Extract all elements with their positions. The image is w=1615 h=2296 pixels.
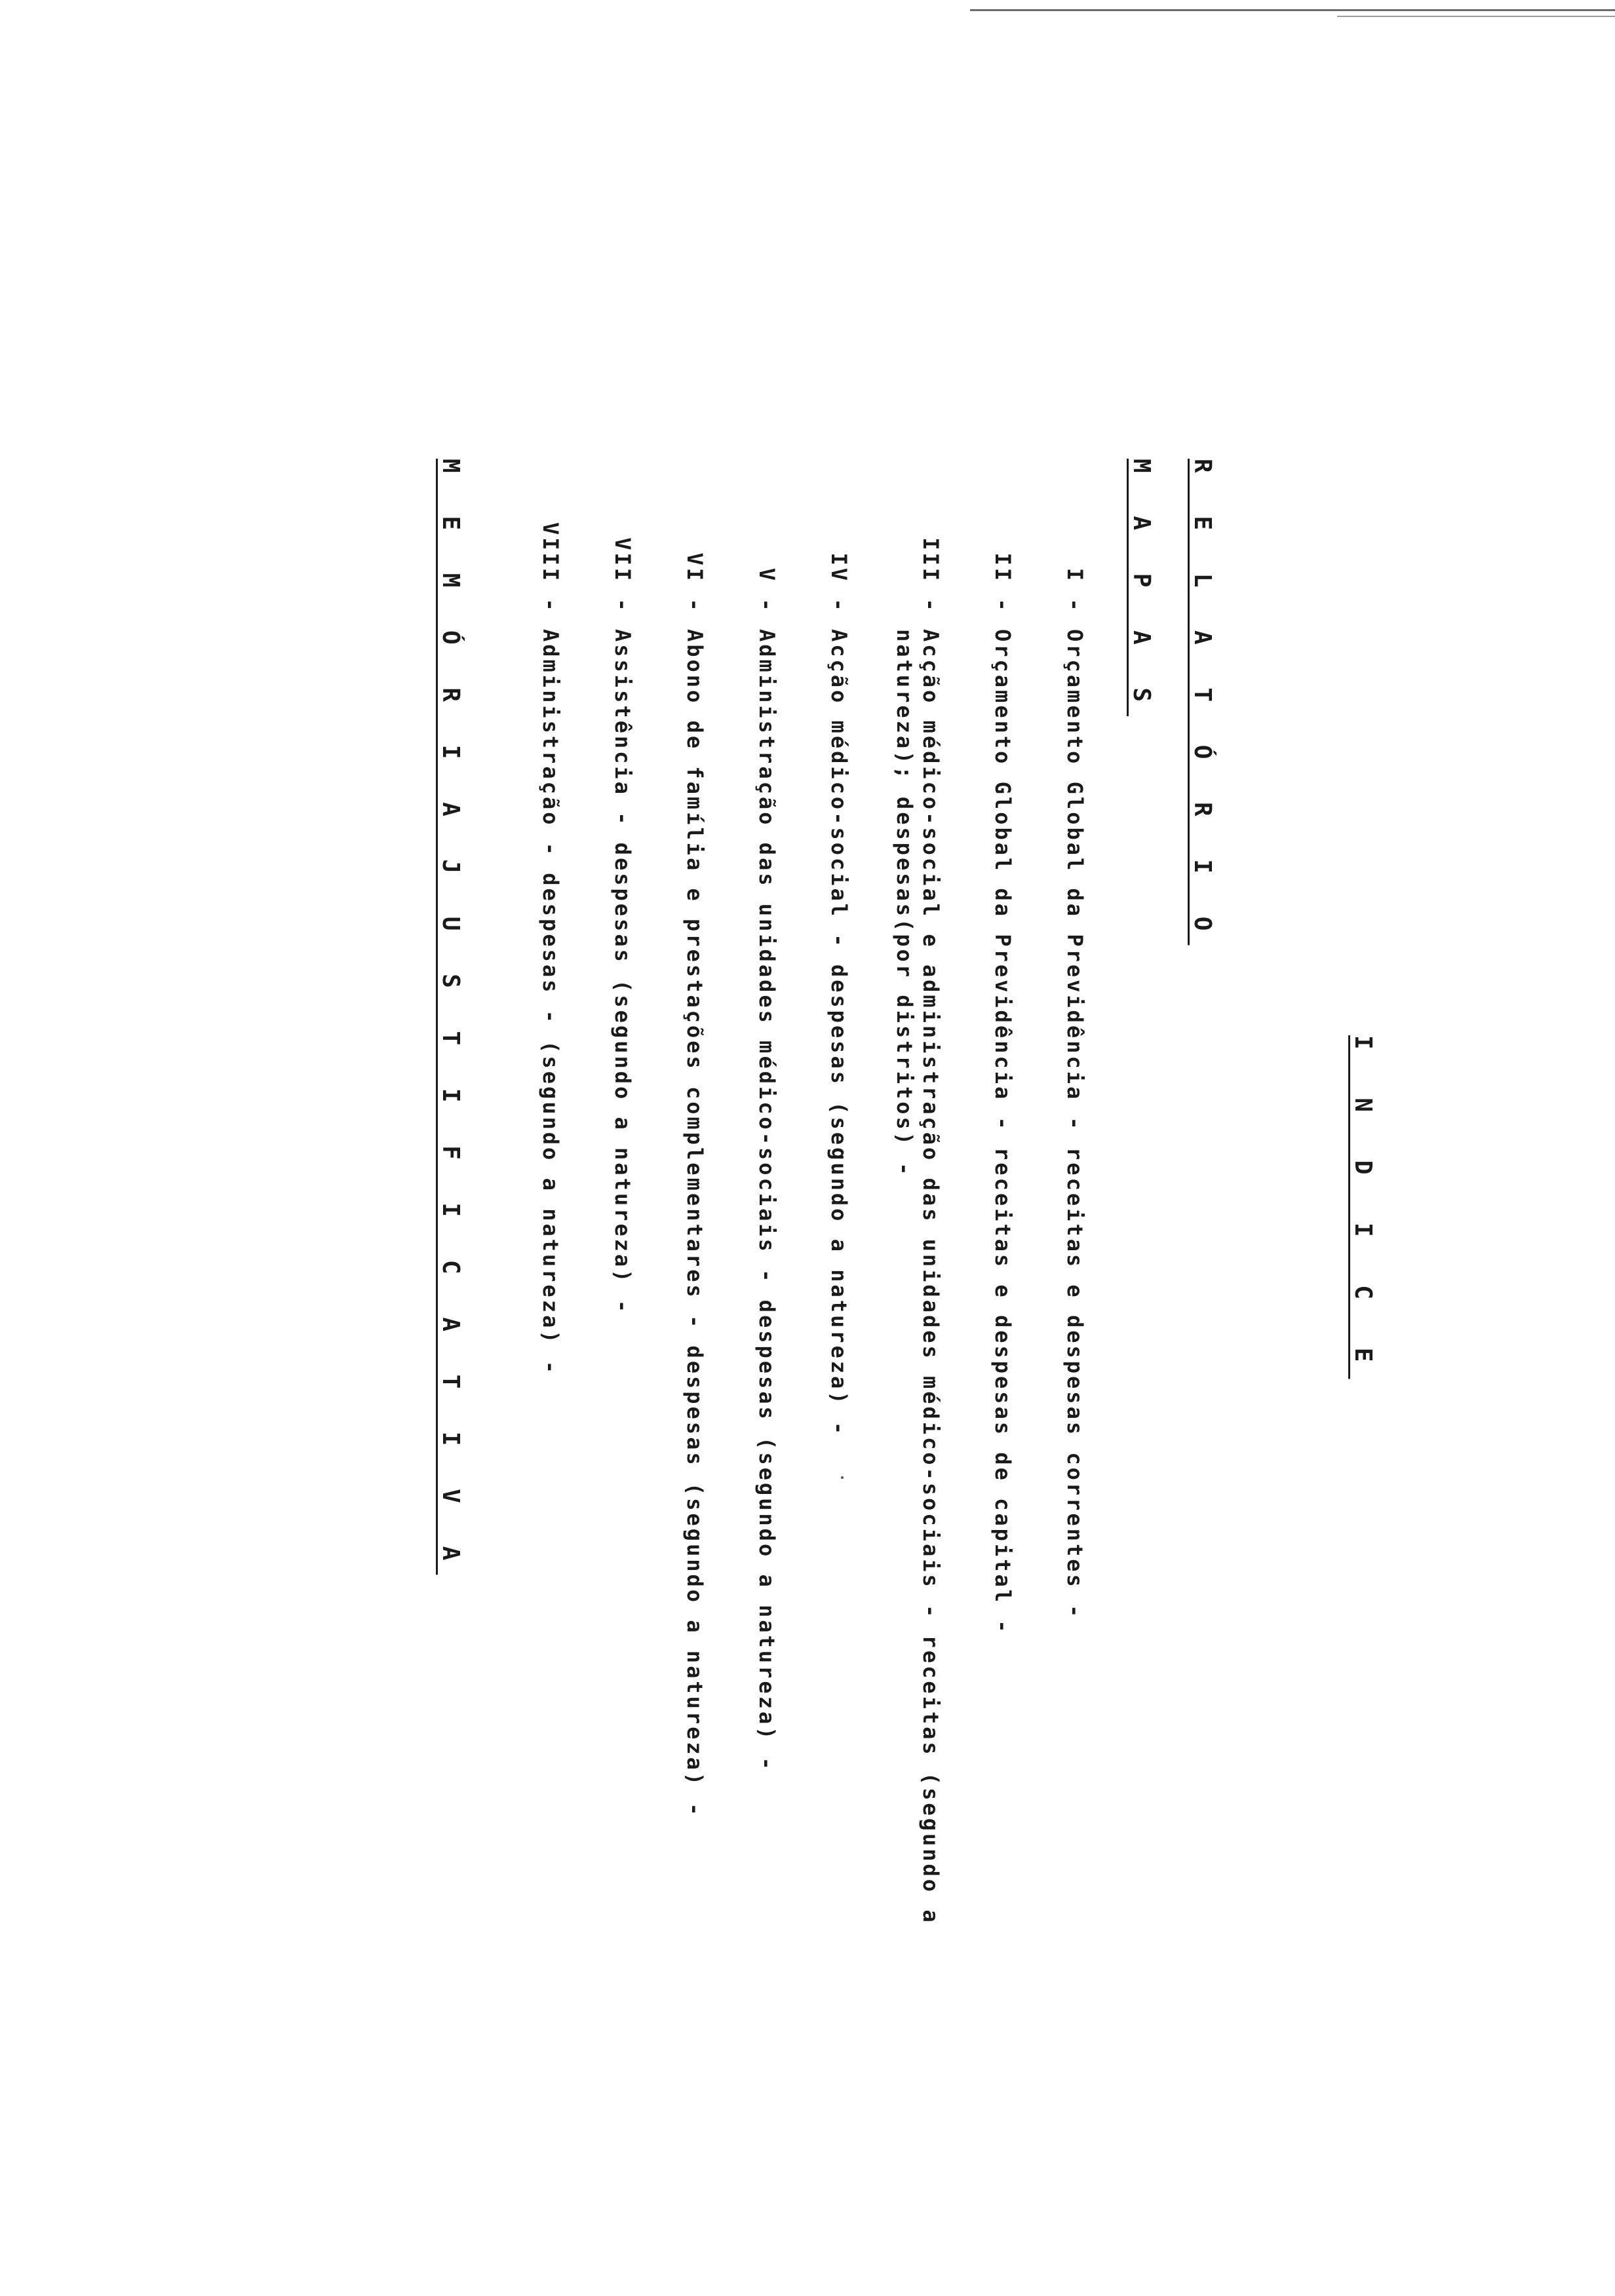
scan-edge-line: [970, 9, 1615, 11]
scan-edge-line-secondary: [1337, 16, 1615, 17]
map-description: Abono de família e prestações complementares - despesas (segundo a natureza) -: [682, 629, 707, 1818]
map-numeral: IV: [827, 552, 851, 583]
section-mapas: M A P A S: [1128, 459, 1155, 717]
map-numeral: VII: [610, 537, 635, 583]
map-numeral: VIII: [538, 522, 563, 583]
map-separator: -: [1062, 598, 1087, 614]
map-numeral: I: [1062, 567, 1087, 583]
map-item-vii: [610, 459, 636, 2162]
map-separator: -: [918, 598, 943, 614]
section-relatorio: R E L A T Ó R I O: [1189, 459, 1216, 946]
map-description: Orçamento Global da Previdência - receitas e despesas de capital -: [990, 629, 1015, 1636]
map-item-v: [754, 459, 780, 2162]
map-separator: -: [682, 598, 707, 614]
map-item-viii: [537, 459, 564, 2162]
map-item-vi: [682, 459, 708, 2162]
map-description: Assistência - despesas (segundo a natureza) -: [610, 629, 635, 1315]
maps-list: [492, 459, 1088, 2162]
map-description: Administração - despesas - (segundo a natureza) -: [538, 629, 563, 1377]
map-numeral: VI: [682, 552, 707, 583]
map-item-i: [1062, 459, 1088, 2162]
map-description: Administração das unidades médico-sociais - despesas (segundo a natureza) -: [754, 629, 779, 1772]
map-numeral: III: [918, 537, 943, 583]
map-separator: -: [610, 598, 635, 614]
map-item-iii: [891, 459, 944, 2162]
map-description: Acção médico-social e administração das unidades médico-sociais - receitas (segundo a natureza); despesas(por distritos) -: [892, 629, 943, 1925]
map-separator: -: [990, 598, 1015, 614]
map-item-ii: [990, 459, 1016, 2162]
map-separator: -: [754, 598, 779, 614]
index-title: I N D I C E: [1350, 1035, 1376, 1379]
rotated-document-page: [406, 459, 1376, 2162]
map-separator: -: [538, 598, 563, 614]
map-numeral: V: [754, 567, 779, 583]
map-description: Orçamento Global da Previdência - receitas e despesas correntes -: [1062, 629, 1087, 1620]
map-numeral: II: [990, 552, 1015, 583]
section-memoria-justificativa: M E M Ó R I A J U S T I F I C A T I V A: [437, 459, 464, 1575]
map-item-iv: [826, 459, 852, 2162]
map-description: Acção médico-social - despesas (segundo a natureza) -: [827, 629, 851, 1438]
map-separator: -: [827, 598, 851, 614]
